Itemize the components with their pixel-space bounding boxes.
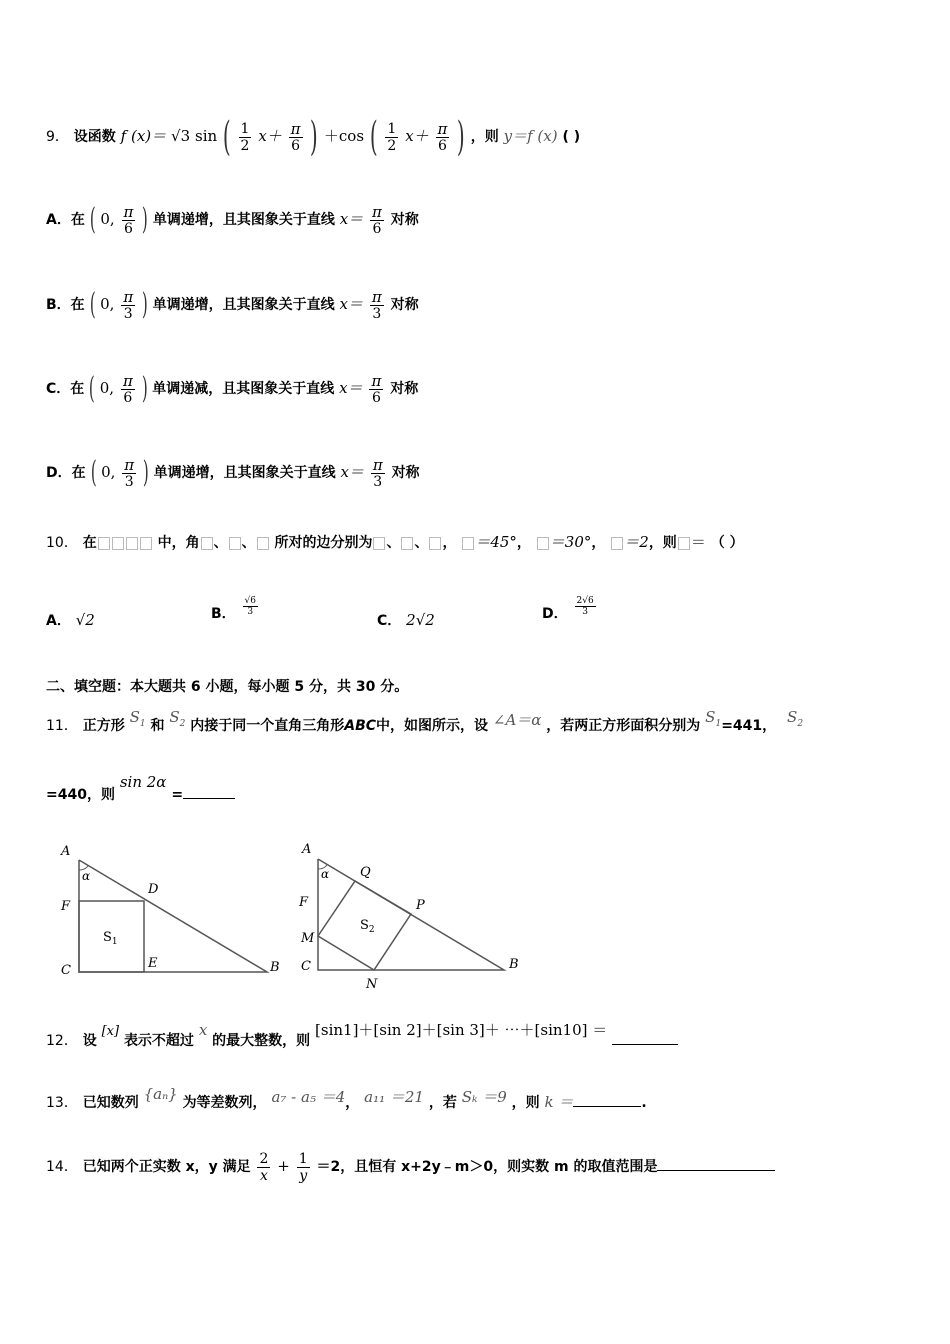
q10-sep: 、 xyxy=(241,535,256,551)
q11-t4: ，若两正方形面积分别为 xyxy=(546,718,701,734)
interval-end: $\frac{\pi}{6}$ xyxy=(123,202,134,237)
line-value: $\frac{\pi}{6}$ xyxy=(371,371,382,406)
missing-glyph-icon xyxy=(201,537,213,550)
missing-glyph-icon xyxy=(98,537,110,550)
interval-end: $\frac{\pi}{6}$ xyxy=(122,371,133,406)
interval-end: $\frac{\pi}{3}$ xyxy=(123,287,134,322)
line-x-eq: x＝ xyxy=(340,463,364,481)
q11-angle: ∠A＝α xyxy=(492,711,542,729)
q14-frac-1: $\frac{2}{x}$ xyxy=(259,1150,269,1184)
q9-frac-half-2: $\frac{1}{2}$ xyxy=(387,120,397,154)
q9-prefix: 设函数 xyxy=(73,129,116,145)
q9-rparen-2: ) xyxy=(457,114,465,160)
interval-start: 0, xyxy=(101,463,116,481)
q14-answer-blank[interactable] xyxy=(657,1156,775,1171)
q13-t4: ，则 xyxy=(511,1095,540,1111)
q13-t2: 为等差数列， xyxy=(182,1095,267,1111)
q10-eq: ＝ xyxy=(690,533,706,551)
line-x-eq: x＝ xyxy=(339,295,363,313)
fig1-label-alpha: α xyxy=(82,869,91,883)
fig1-triangle xyxy=(79,860,267,972)
q10-eq2: ＝2 xyxy=(624,533,649,551)
fig1-label-d: D xyxy=(148,882,159,897)
q14-t1: 已知两个正实数 x，y 满足 xyxy=(82,1159,251,1175)
option-label: B．在 xyxy=(46,297,85,313)
section-heading: 二、填空题：本大题共 6 小题，每小题 5 分，共 30 分。 xyxy=(46,679,409,695)
q9-frac-half-1: $\frac{1}{2}$ xyxy=(240,120,250,154)
q11-abc: ABC xyxy=(344,718,377,734)
q11-answer-blank[interactable] xyxy=(183,784,235,799)
interval-lparen: ( xyxy=(89,202,96,237)
fig1-label-a: A xyxy=(61,844,71,859)
q10-option-a[interactable] xyxy=(46,610,95,630)
option-label: C．在 xyxy=(46,381,85,397)
option-value: 2√2 xyxy=(406,611,435,629)
q9-x-plus-2: x＋ xyxy=(405,127,429,145)
q9-mid: ，则 xyxy=(470,129,499,145)
fig2-label-n: N xyxy=(366,977,378,992)
fig1-label-f: F xyxy=(61,899,71,914)
fig2-label-c: C xyxy=(301,959,311,974)
q14-frac-2: $\frac{1}{y}$ xyxy=(298,1150,308,1184)
missing-glyph-icon xyxy=(537,537,549,550)
missing-glyph-icon xyxy=(140,537,152,550)
q10-stem xyxy=(46,532,744,553)
option-suffix: 对称 xyxy=(391,465,420,481)
line-x-eq: x＝ xyxy=(339,379,363,397)
fig1-label-c: C xyxy=(61,963,71,978)
q12-t2: 表示不超过 xyxy=(123,1033,194,1049)
option-label: C． xyxy=(377,613,402,629)
q14-t2: ＝2，且恒有 x+2y﹣m＞0，则实数 m 的取值范围是 xyxy=(316,1159,658,1175)
q10-sep: 、 xyxy=(386,535,401,551)
q13-t3: ，若 xyxy=(428,1095,457,1111)
figure-2 xyxy=(290,838,530,998)
fig1-label-e: E xyxy=(148,956,158,971)
missing-glyph-icon xyxy=(373,537,385,550)
q9-y-eq: y＝f (x) xyxy=(503,127,558,145)
q12-x: x xyxy=(198,1021,208,1039)
q13-e3: Sₖ ＝9 xyxy=(461,1088,507,1106)
q11-stem xyxy=(46,707,803,743)
option-text: 单调递增，且其图象关于直线 xyxy=(153,465,336,481)
q10-t2: 中，角 xyxy=(157,535,200,551)
q9-stem xyxy=(46,110,580,162)
interval-start: 0, xyxy=(100,210,115,228)
option-text: 单调递减，且其图象关于直线 xyxy=(152,381,335,397)
missing-glyph-icon xyxy=(401,537,413,550)
fig2-label-a: A xyxy=(302,842,312,857)
q10-option-d[interactable] xyxy=(542,596,598,622)
interval-rparen: ) xyxy=(141,371,148,406)
missing-glyph-icon xyxy=(257,537,269,550)
q13-stem xyxy=(46,1084,647,1120)
q9-option-d[interactable] xyxy=(46,448,420,496)
fig2-label-s: $S_2$ xyxy=(360,918,375,935)
interval-lparen: ( xyxy=(89,287,96,322)
interval-rparen: ) xyxy=(141,287,148,322)
q9-lparen-1: ( xyxy=(222,114,231,160)
q11-sin2a: sin 2α xyxy=(119,773,167,791)
option-text: 单调递增，且其图象关于直线 xyxy=(152,212,335,228)
fig1-label-s: $S_1$ xyxy=(103,930,118,947)
q12-stem xyxy=(46,1022,678,1058)
q9-option-b[interactable] xyxy=(46,280,419,328)
q9-sqrt3: √3 xyxy=(171,127,191,145)
interval-rparen: ) xyxy=(142,455,149,490)
q11-v1: =441， xyxy=(721,718,777,734)
line-value: $\frac{\pi}{3}$ xyxy=(371,287,382,322)
q9-sin: sin xyxy=(195,127,218,145)
q13-number: 13． xyxy=(46,1095,78,1111)
q10-comma: ， xyxy=(516,535,531,551)
q11-t3: 中，如图所示，设 xyxy=(376,718,489,734)
fig1-label-b: B xyxy=(270,960,280,975)
missing-glyph-icon xyxy=(126,537,138,550)
q9-option-c[interactable] xyxy=(46,364,418,412)
q9-rparen-1: ) xyxy=(310,114,319,160)
q13-seq: {aₙ} xyxy=(143,1085,178,1103)
figure-1 xyxy=(55,840,295,980)
q11-s2: $S_2$ xyxy=(169,708,186,729)
q12-number: 12． xyxy=(46,1033,78,1049)
q14-plus: + xyxy=(277,1157,290,1175)
q14-number: 14． xyxy=(46,1159,78,1175)
q9-number: 9． xyxy=(46,129,69,145)
fig2-label-alpha: α xyxy=(321,867,330,881)
q11-s1: $S_1$ xyxy=(129,708,146,729)
q11-s1-b: $S_1$ xyxy=(705,708,722,729)
q11-line2-start: =440，则 xyxy=(46,787,115,803)
q11-line2 xyxy=(46,773,235,812)
q9-bracket: ( ) xyxy=(562,129,581,145)
missing-glyph-icon xyxy=(462,537,474,550)
q11-eq: = xyxy=(171,787,184,803)
line-value: $\frac{\pi}{6}$ xyxy=(372,202,382,237)
fig2-label-m: M xyxy=(301,931,315,946)
q10-comma: ， xyxy=(591,535,606,551)
option-label: D． xyxy=(542,605,568,622)
q10-bracket: （ ） xyxy=(710,535,744,551)
q13-t1: 已知数列 xyxy=(82,1095,139,1111)
q9-option-a[interactable] xyxy=(46,195,419,243)
q11-t2: 内接于同一个直角三角形 xyxy=(190,718,345,734)
interval-rparen: ) xyxy=(142,202,149,237)
missing-glyph-icon xyxy=(611,537,623,550)
option-suffix: 对称 xyxy=(390,212,419,228)
q10-number: 10． xyxy=(46,535,78,551)
q13-e2: a₁₁ ＝21 xyxy=(364,1088,424,1106)
missing-glyph-icon xyxy=(678,537,690,550)
q12-answer-blank[interactable] xyxy=(612,1030,678,1045)
q10-t1: 在 xyxy=(82,535,97,551)
interval-lparen: ( xyxy=(89,371,95,406)
q10-t3: 所对的边分别为 xyxy=(274,535,373,551)
q12-t3: 的最大整数，则 xyxy=(212,1033,311,1049)
q12-t1: 设 xyxy=(82,1033,97,1049)
line-x-eq: x＝ xyxy=(339,210,364,228)
q9-x-plus-1: x＋ xyxy=(258,127,282,145)
option-value: $\frac{√6}{3}$ xyxy=(244,596,257,617)
option-label: B． xyxy=(211,605,236,622)
fig2-label-b: B xyxy=(509,957,519,972)
q9-lparen-2: ( xyxy=(369,114,378,160)
option-suffix: 对称 xyxy=(390,381,419,397)
q11-t1: 正方形 xyxy=(82,718,125,734)
q10-eq45: ＝45° xyxy=(475,533,517,551)
q10-sep: 、 xyxy=(414,535,429,551)
q13-e1: a₇ - a₅ ＝4 xyxy=(271,1088,346,1106)
fig2-label-q: Q xyxy=(360,865,371,880)
q10-comma: ， xyxy=(442,535,457,551)
q13-k: k ＝ xyxy=(544,1093,574,1111)
option-label: A．在 xyxy=(46,212,85,228)
q13-answer-blank[interactable] xyxy=(573,1092,641,1107)
option-value: √2 xyxy=(75,611,95,629)
q13-end: . xyxy=(641,1095,647,1111)
interval-start: 0, xyxy=(100,295,115,313)
q9-frac-pi6-2: $\frac{\pi}{6}$ xyxy=(437,119,448,154)
interval-end: $\frac{\pi}{3}$ xyxy=(124,455,135,490)
q12-expr: [sin1]＋[sin 2]＋[sin 3]＋ ⋯＋[sin10] ＝ xyxy=(315,1021,608,1039)
q10-sep: 、 xyxy=(213,535,228,551)
interval-lparen: ( xyxy=(90,455,97,490)
missing-glyph-icon xyxy=(429,537,441,550)
line-value: $\frac{\pi}{3}$ xyxy=(372,455,383,490)
q11-number: 11． xyxy=(46,718,78,734)
q11-and: 和 xyxy=(150,718,165,734)
q9-plus-cos: ＋cos xyxy=(323,127,365,145)
fig2-label-f: F xyxy=(299,895,309,910)
q10-eq30: ＝30° xyxy=(549,533,592,551)
option-label: A． xyxy=(46,613,71,629)
q14-stem xyxy=(46,1142,775,1190)
missing-glyph-icon xyxy=(112,537,124,550)
q10-t4: ，则 xyxy=(648,535,677,551)
q13-comma: ， xyxy=(345,1095,360,1111)
option-text: 单调递增，且其图象关于直线 xyxy=(152,297,335,313)
fig2-label-p: P xyxy=(416,898,425,913)
option-label: D．在 xyxy=(46,465,86,481)
q10-option-c[interactable] xyxy=(377,610,435,630)
q12-floor-x: [x] xyxy=(101,1024,120,1039)
option-suffix: 对称 xyxy=(390,297,419,313)
q9-func-lhs: f (x)＝ xyxy=(120,127,167,145)
option-value: $\frac{2√6}{3}$ xyxy=(576,596,594,617)
q10-option-b[interactable] xyxy=(211,596,260,622)
interval-start: 0, xyxy=(99,379,115,397)
q9-frac-pi6-1: $\frac{\pi}{6}$ xyxy=(290,119,301,154)
q11-s2-b: $S_2$ xyxy=(787,708,804,729)
missing-glyph-icon xyxy=(229,537,241,550)
